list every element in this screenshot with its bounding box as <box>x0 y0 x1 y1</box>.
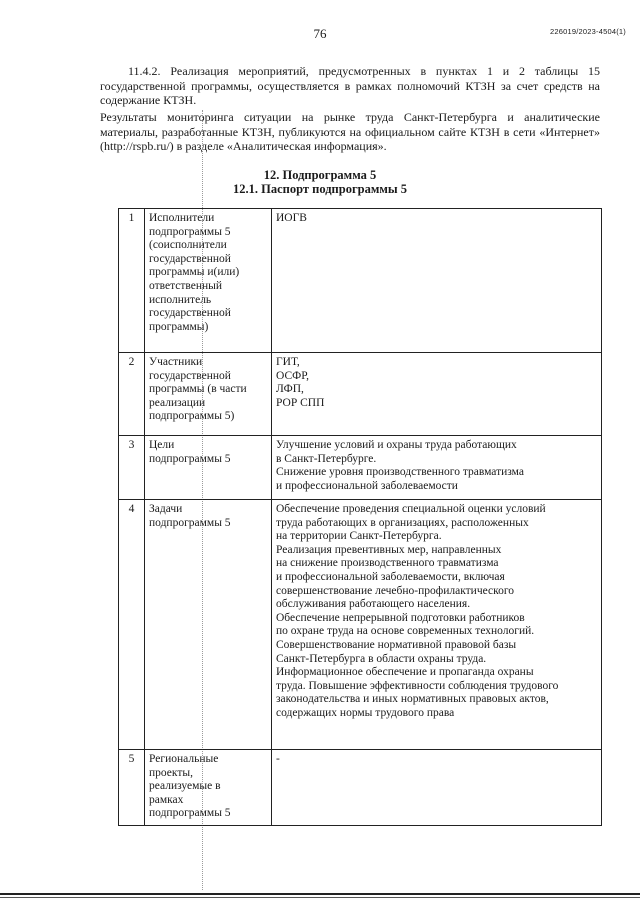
bottom-rule-thin <box>0 897 640 898</box>
table-row <box>119 436 602 500</box>
row-value <box>272 209 602 353</box>
page-number: 76 <box>313 26 327 41</box>
row-value <box>272 353 602 436</box>
row-label-line: подпрограммы 5 <box>149 807 231 820</box>
row-value-line: Улучшение условий и охраны труда работающих <box>276 439 517 451</box>
row-value-line: на территории Санкт-Петербурга. <box>276 530 442 543</box>
row-value-line: на снижение производственного травматизма <box>276 557 499 570</box>
row-label-line: Цели <box>149 439 175 451</box>
table-row <box>119 750 602 826</box>
row-value-line: Обеспечение непрерывной подготовки работников <box>276 611 525 624</box>
row-label <box>145 436 272 500</box>
row-label-line: Задачи <box>149 503 183 515</box>
row-label-line: государственной <box>149 307 231 320</box>
row-label <box>145 209 272 353</box>
row-value-line: обслуживания работающего населения. <box>276 598 471 611</box>
row-label-line: программы и(или) <box>149 266 240 279</box>
row-number: 1 <box>119 209 145 353</box>
row-label-line: исполнитель <box>149 293 212 306</box>
row-number: 2 <box>119 353 145 436</box>
row-label-line: рамках <box>149 793 184 806</box>
row-label-line: реализуемые в <box>149 780 221 793</box>
bottom-rule <box>0 893 640 895</box>
row-value-line: совершенствование лечебно-профилактического <box>276 584 515 597</box>
table-row <box>119 500 602 750</box>
row-value-line: Снижение уровня производственного травматизма <box>276 466 524 479</box>
row-label-line: ответственный <box>149 279 223 292</box>
row-number: 3 <box>119 436 145 500</box>
row-value <box>272 436 602 500</box>
row-label-line: Участники <box>149 356 203 368</box>
table-row <box>119 209 602 353</box>
row-label-line: Региональные <box>149 753 219 765</box>
row-label <box>145 500 272 750</box>
subsection-heading: 12.1. Паспорт подпрограммы 5 <box>232 182 407 196</box>
row-value-line: законодательства и иных нормативных правовых актов, <box>276 693 549 706</box>
paragraph-11-4-2: 11.4.2. Реализация мероприятий, предусмотренных в пунктах 1 и 2 таблицы 15 государственной программы, осуществляется в рамках полномочий КТЗН за счет средств на содержание КТЗН. <box>100 64 600 107</box>
row-label-line: подпрограммы 5 <box>149 225 231 238</box>
document-id: 226019/2023-4504(1) <box>550 27 626 36</box>
section-heading: 12. Подпрограмма 5 <box>263 168 377 182</box>
row-value-line: и профессиональной заболеваемости, включая <box>276 570 505 583</box>
row-value-line: в Санкт-Петербурге. <box>276 452 377 465</box>
row-label-line: программы (в части <box>149 383 247 396</box>
row-value <box>272 750 602 826</box>
row-value-line: и профессиональной заболеваемости <box>276 479 458 492</box>
row-label <box>145 750 272 826</box>
row-value-line: содержащих нормы трудового права <box>276 706 455 719</box>
row-number: 5 <box>119 750 145 826</box>
row-label-line: подпрограммы 5 <box>149 452 231 465</box>
row-number: 4 <box>119 500 145 750</box>
row-label-line: государственной <box>149 369 231 382</box>
row-value-line: ИОГВ <box>276 212 307 224</box>
row-label-line: проекты, <box>149 766 193 779</box>
row-value-line: ГИТ, <box>276 356 300 368</box>
row-label-line: Исполнители <box>149 212 215 224</box>
row-value-line: по охране труда на основе современных технологий. <box>276 625 535 638</box>
row-label-line: подпрограммы 5) <box>149 410 235 423</box>
row-value-line: - <box>276 753 280 765</box>
table-row <box>119 353 602 436</box>
paragraph-monitoring-results: Результаты мониторинга ситуации на рынке труда Санкт-Петербурга и аналитические материалы, разработанные КТЗН, публикуются на официальном сайте КТЗН в сети «Интернет» (http://rspb.ru/) в разделе «Аналитическая информация». <box>100 110 600 153</box>
row-value-line: РОР СПП <box>276 396 325 409</box>
row-label-line: государственной <box>149 252 231 265</box>
row-value-line: Информационное обеспечение и пропаганда охраны <box>276 666 534 679</box>
row-label-line: подпрограммы 5 <box>149 516 231 529</box>
passport-table <box>118 208 602 826</box>
row-value <box>272 500 602 750</box>
row-value-line: Обеспечение проведения специальной оценки условий <box>276 503 546 515</box>
row-label-line: программы) <box>149 320 209 333</box>
row-value-line: Реализация превентивных мер, направленных <box>276 543 502 556</box>
row-value-line: труда работающих в организациях, расположенных <box>276 516 529 529</box>
row-value-line: Совершенствование нормативной правовой базы <box>276 638 517 651</box>
row-label-line: (соисполнители <box>149 239 227 252</box>
row-label <box>145 353 272 436</box>
row-value-line: ЛФП, <box>276 383 304 396</box>
row-value-line: Санкт-Петербурга в области охраны труда. <box>276 652 487 665</box>
row-value-line: ОСФР, <box>276 369 310 382</box>
row-value-line: труда. Повышение эффективности соблюдения трудового <box>276 679 559 692</box>
row-label-line: реализации <box>149 396 206 409</box>
